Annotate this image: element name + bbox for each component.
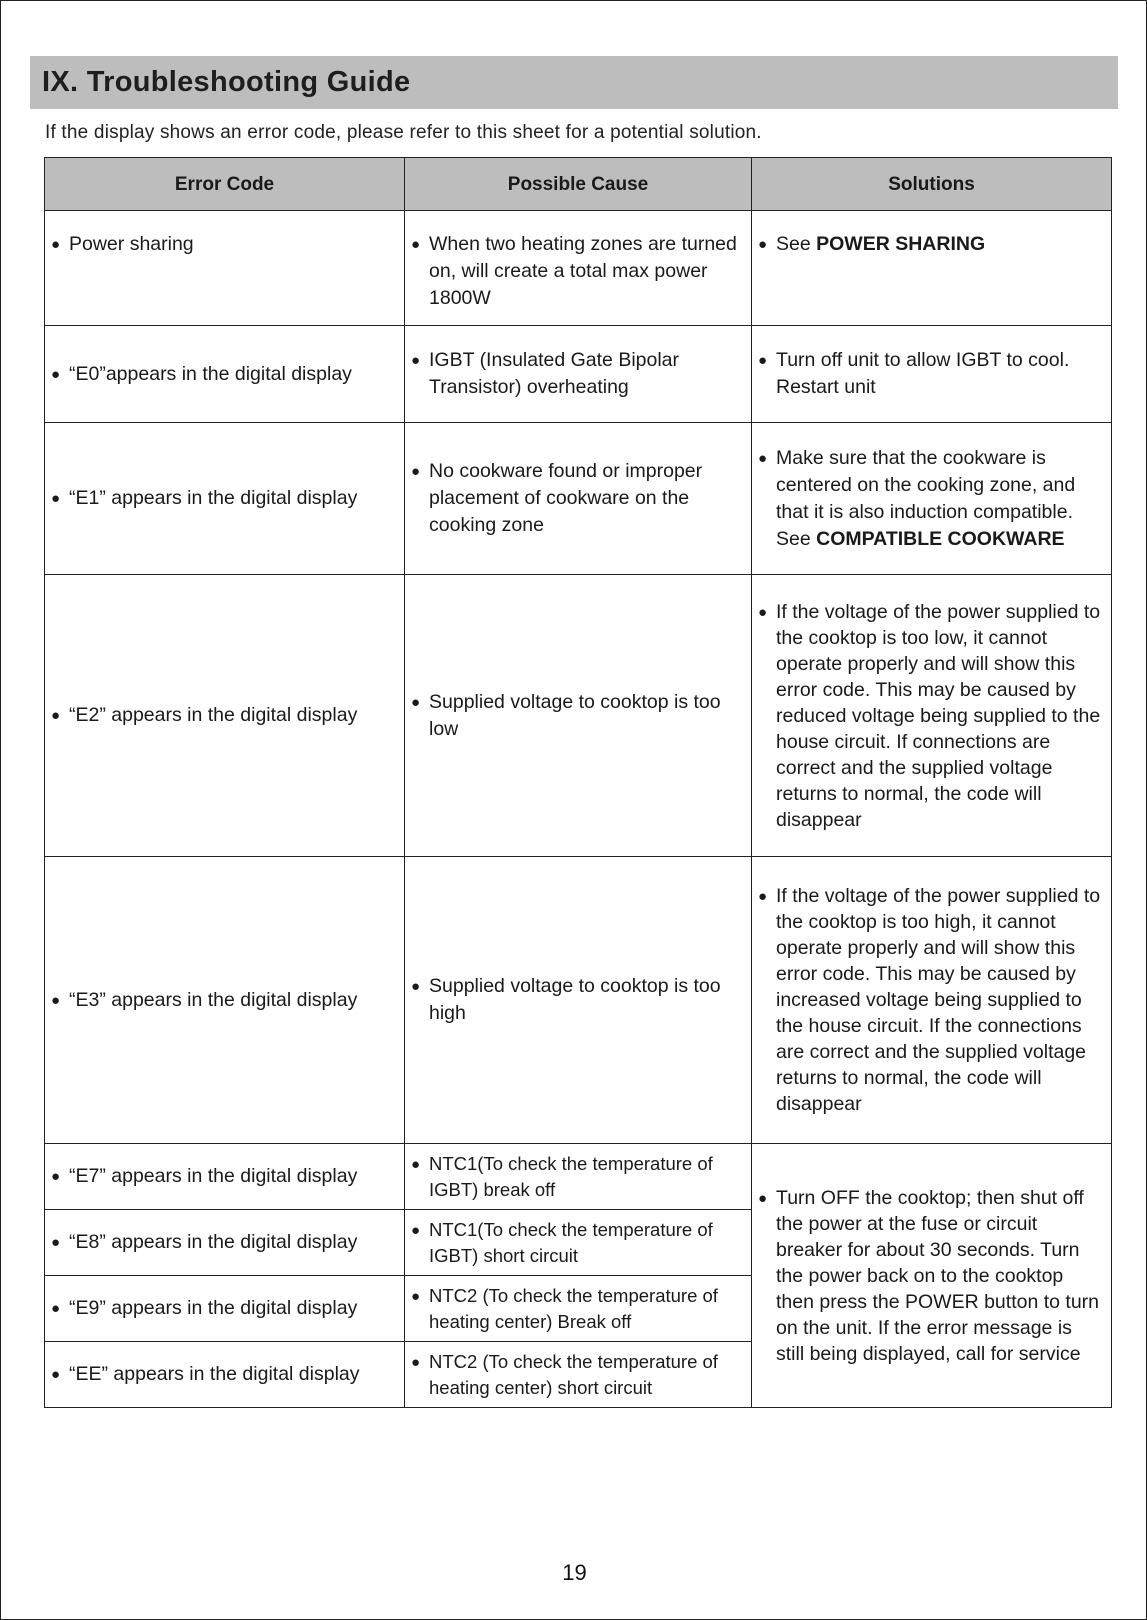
bullet-icon: ● (51, 1234, 61, 1251)
error-code-text: “EE” appears in the digital display (69, 1363, 360, 1385)
error-code-text: “E8” appears in the digital display (69, 1231, 358, 1253)
solution-cell (752, 857, 1112, 1144)
solution-cell (752, 326, 1112, 423)
solution-text: Make sure that the cookware is centered on the cooking zone, and that it is also induction compatible. See (776, 446, 1076, 550)
section-title: IX. Troubleshooting Guide (42, 66, 411, 98)
bullet-icon: ● (758, 888, 768, 905)
shared-solution-cell (752, 1144, 1112, 1408)
cause-cell (405, 211, 752, 326)
page-number: 19 (562, 1560, 587, 1585)
intro-text: If the display shows an error code, please refer to this sheet for a potential solution. (45, 122, 762, 143)
cause-text: NTC1(To check the temperature of IGBT) break off (429, 1152, 713, 1200)
column-header-solutions: Solutions (752, 158, 1112, 211)
cause-cell (405, 1210, 752, 1276)
error-code-cell (45, 1144, 405, 1210)
cause-text: NTC2 (To check the temperature of heating center) Break off (429, 1284, 718, 1332)
bullet-icon: ● (411, 1155, 421, 1173)
bullet-icon: ● (411, 1221, 421, 1239)
cause-text: NTC2 (To check the temperature of heating center) short circuit (429, 1350, 718, 1398)
bullet-icon: ● (51, 707, 61, 724)
table-row (45, 211, 1112, 326)
bullet-icon: ● (758, 236, 768, 253)
error-code-text: “E2” appears in the digital display (69, 704, 358, 726)
error-code-text: “E3” appears in the digital display (69, 988, 358, 1011)
bullet-icon: ● (51, 1300, 61, 1317)
error-code-text: “E1” appears in the digital display (69, 487, 358, 509)
shared-solution-text: Turn OFF the cooktop; then shut off the power at the fuse or circuit breaker for about 30 seconds. Turn the power back on to the cooktop then press the POWER button to turn on the unit. If the error message is still being displayed, call for service (776, 1186, 1099, 1365)
cause-cell (405, 1276, 752, 1342)
bullet-icon: ● (411, 463, 421, 480)
error-code-cell (45, 575, 405, 857)
solution-text: See (776, 233, 817, 255)
cause-text: IGBT (Insulated Gate Bipolar Transistor) overheating (429, 349, 680, 398)
error-code-cell (45, 326, 405, 423)
table-row (45, 575, 1112, 857)
table-row (45, 326, 1112, 423)
error-code-cell (45, 211, 405, 326)
section-heading-bar (30, 56, 1118, 109)
error-code-text: “E0”appears in the digital display (69, 362, 352, 385)
bullet-icon: ● (758, 449, 768, 467)
error-code-cell (45, 857, 405, 1144)
troubleshooting-table (44, 157, 1112, 1408)
cause-text: Supplied voltage to cooktop is too high (429, 975, 721, 1024)
bullet-icon: ● (51, 991, 61, 1009)
column-header-error-code: Error Code (45, 158, 405, 211)
bullet-icon: ● (758, 603, 768, 621)
solution-cell (752, 211, 1112, 326)
bullet-icon: ● (411, 693, 421, 711)
cause-text: NTC1(To check the temperature of IGBT) short circuit (429, 1218, 713, 1266)
bullet-icon: ● (51, 365, 61, 383)
bullet-icon: ● (411, 236, 421, 253)
cause-text: Supplied voltage to cooktop is too low (429, 690, 721, 740)
bullet-icon: ● (51, 1366, 61, 1383)
solution-text: Turn off unit to allow IGBT to cool. Restart unit (776, 349, 1070, 398)
cause-cell (405, 326, 752, 423)
solution-reference: COMPATIBLE COOKWARE (816, 527, 1065, 550)
table-row (45, 1144, 1112, 1210)
error-code-text: Power sharing (69, 233, 194, 255)
solution-reference: POWER SHARING (816, 233, 986, 255)
bullet-icon: ● (411, 1287, 421, 1305)
error-code-cell (45, 1210, 405, 1276)
solution-cell (752, 423, 1112, 575)
cause-cell (405, 1144, 752, 1210)
table-row (45, 857, 1112, 1144)
cause-cell (405, 575, 752, 857)
error-code-cell (45, 1342, 405, 1408)
bullet-icon: ● (51, 490, 61, 507)
error-code-cell (45, 1276, 405, 1342)
bullet-icon: ● (411, 978, 421, 995)
error-code-text: “E9” appears in the digital display (69, 1297, 358, 1319)
bullet-icon: ● (411, 352, 421, 369)
solution-text: If the voltage of the power supplied to the cooktop is too low, it cannot operate properly and will show this error code. This may be caused by reduced voltage being supplied to the house circuit. If connections are correct and the supplied voltage returns to normal, the code will disappear (776, 600, 1101, 831)
bullet-icon: ● (758, 352, 768, 369)
bullet-icon: ● (51, 1168, 61, 1185)
bullet-icon: ● (51, 236, 61, 253)
table-header-row (45, 158, 1112, 211)
table-row (45, 423, 1112, 575)
cause-cell (405, 857, 752, 1144)
bullet-icon: ● (411, 1353, 421, 1371)
bullet-icon: ● (758, 1189, 768, 1207)
cause-cell (405, 1342, 752, 1408)
cause-text: When two heating zones are turned on, will create a total max power 1800W (429, 233, 737, 309)
solution-cell (752, 575, 1112, 857)
solution-text: If the voltage of the power supplied to the cooktop is too high, it cannot operate properly and will show this error code. This may be caused by increased voltage being supplied to the house circuit. If the connections are correct and the supplied voltage returns to normal, the code will disappear (776, 885, 1101, 1115)
error-code-cell (45, 423, 405, 575)
cause-cell (405, 423, 752, 575)
error-code-text: “E7” appears in the digital display (69, 1165, 358, 1187)
column-header-possible-cause: Possible Cause (405, 158, 752, 211)
cause-text: No cookware found or improper placement of cookware on the cooking zone (429, 460, 703, 536)
